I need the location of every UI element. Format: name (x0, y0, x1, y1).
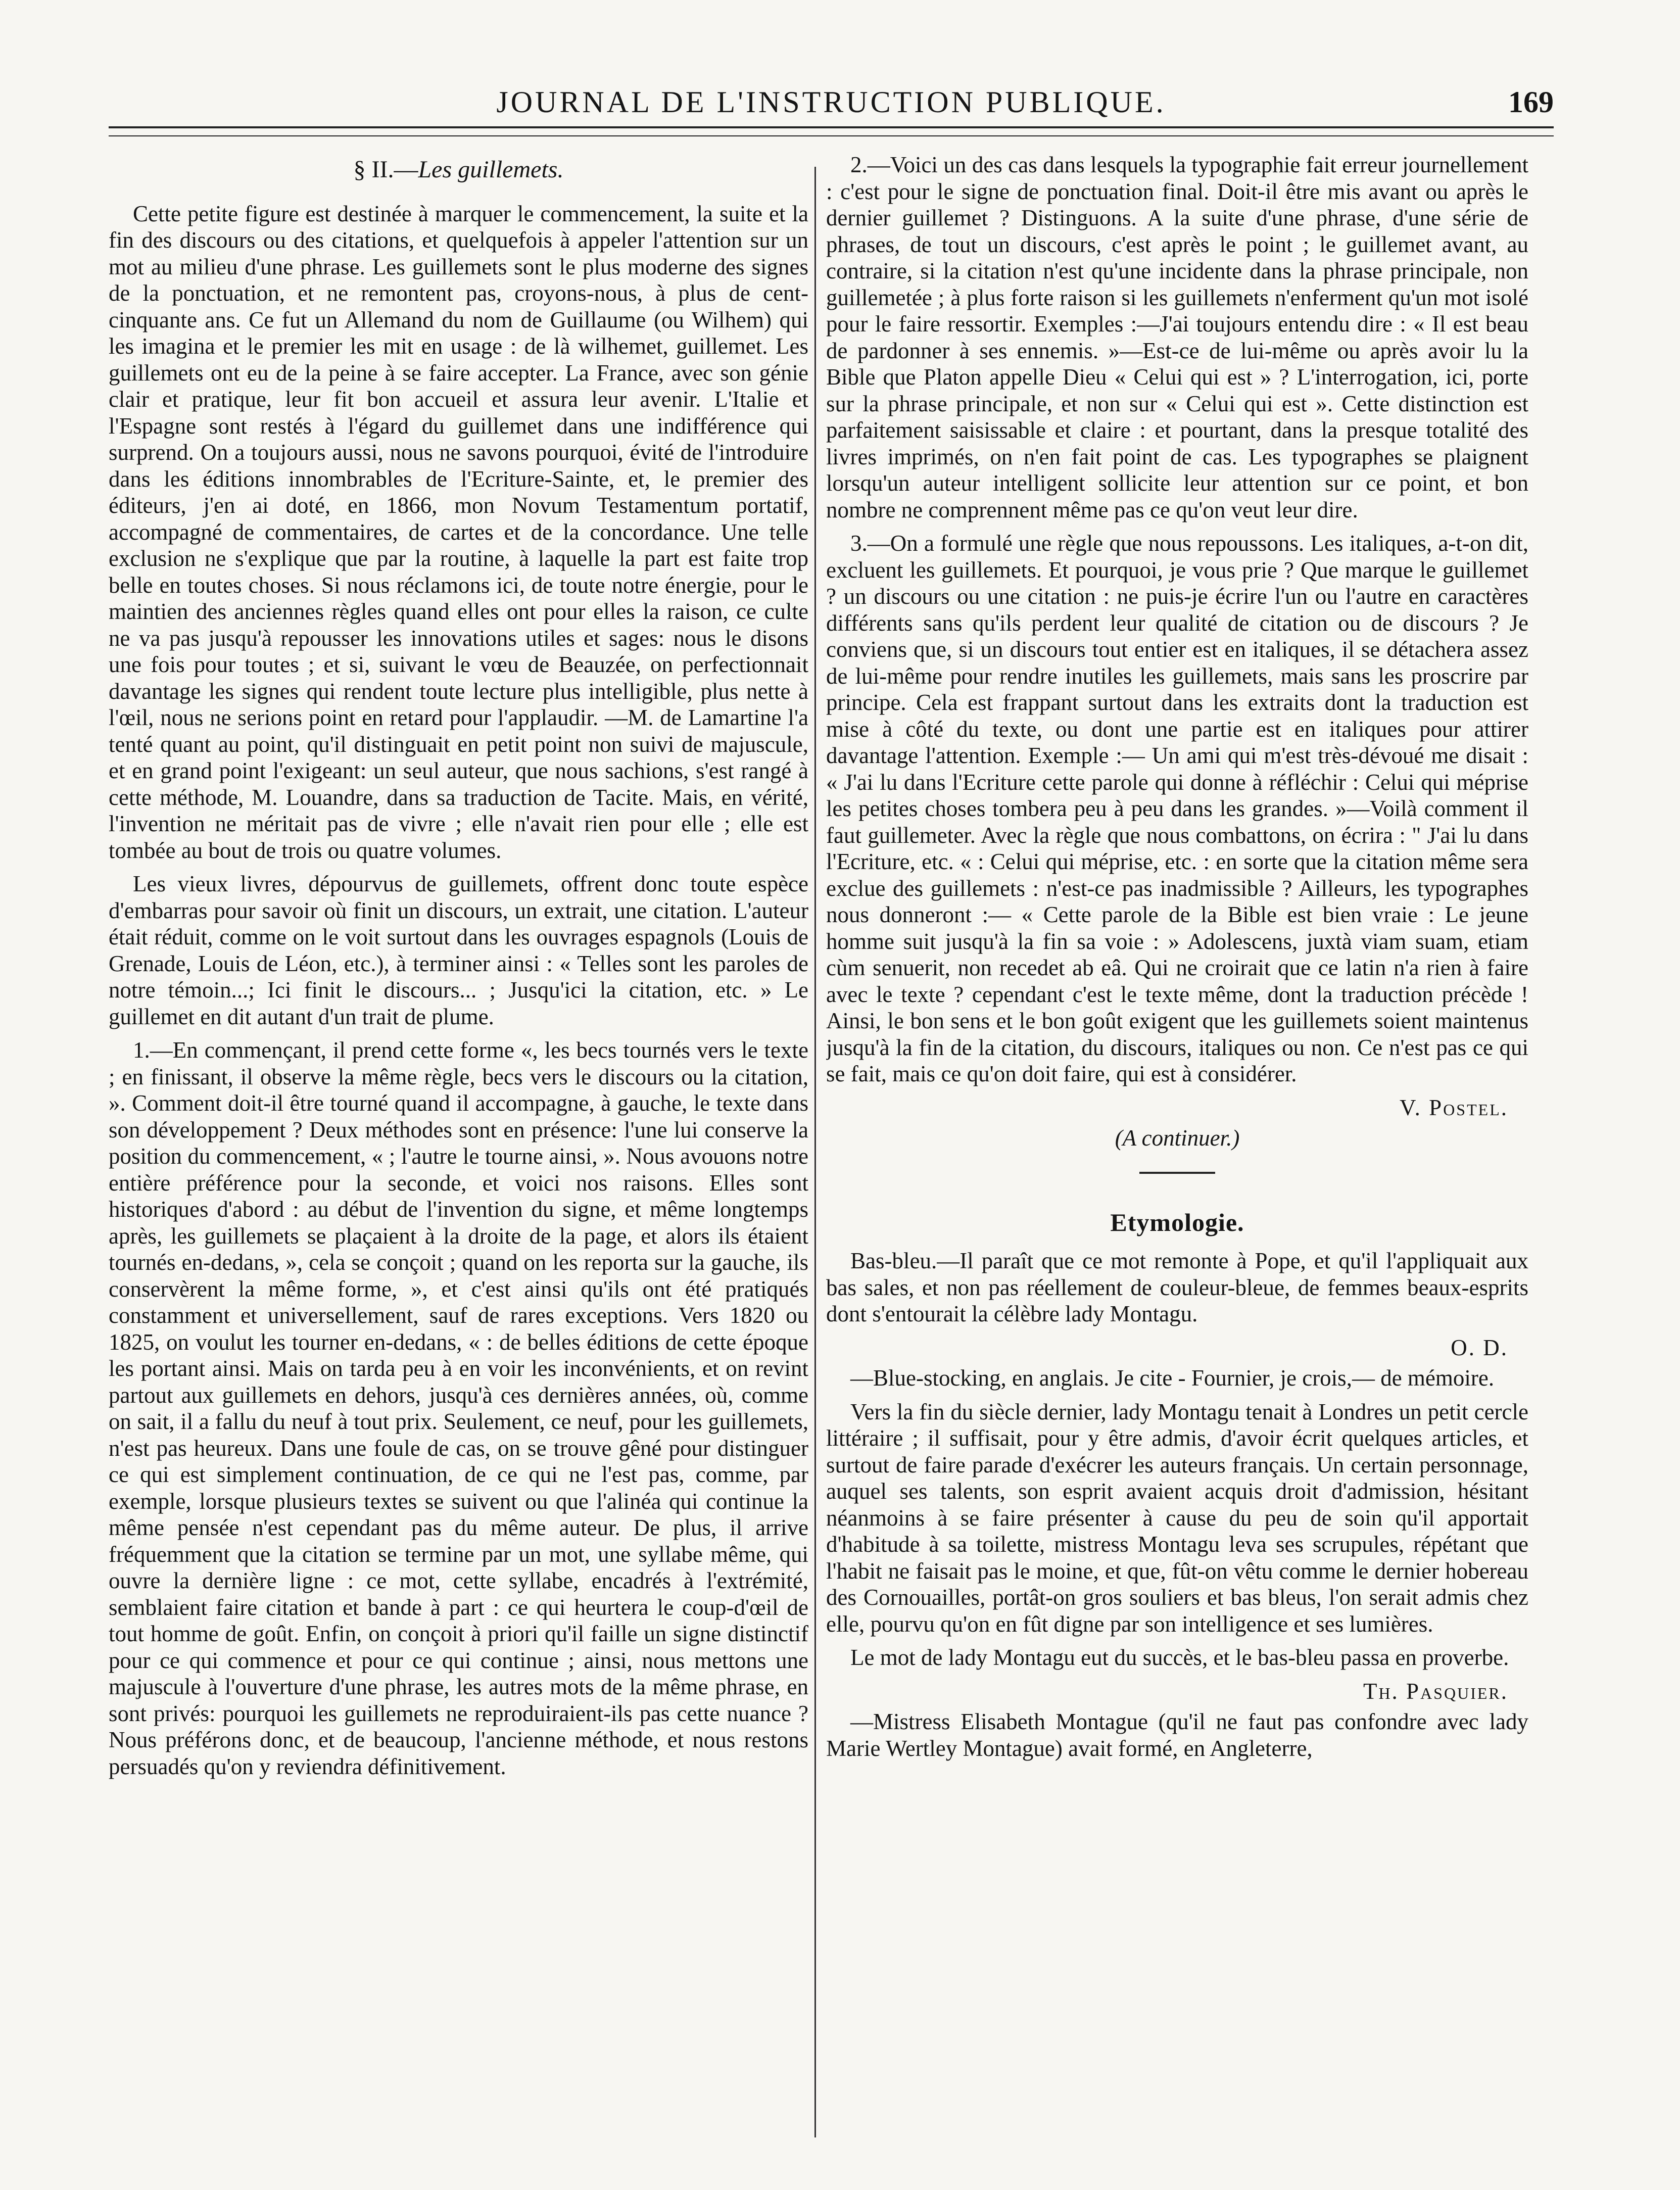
signature-pasquier: Th. Pasquier. (1363, 1678, 1508, 1704)
paragraph: Vers la fin du siècle dernier, lady Montagu tenait à Londres un petit cercle littéraire ; il suffisait, pour y être admis, d'avoir écrit quelques articles, et surtout de faire parade d'exécrer les auteurs français. Un certain personnage, auquel ses talents, son esprit avaient acquis droit d'admission, hésitant néanmoins à se faire présenter à cause du peu de soin qu'il apportait d'habitude à sa toilette, mistress Montagu leva ses scrupules, répétant que l'habit ne faisait pas le moine, et que, fût-on vêtu comme le dernier hobereau des Cornouailles, portât-on gros souliers et bas bleus, l'on serait admis chez elle, pourvu qu'on en fût digne par son intelligence et ses lumières. (826, 1399, 1528, 1637)
paragraph: 3.—On a formulé une règle que nous repoussons. Les italiques, a-t-on dit, excluent les guillemets. Et pourquoi, je vous prie ? Que marque le guillemet ? un discours ou une citation : ne puis-je écrire l'un ou l'autre en caractères différents sans qu'ils perdent leur qualité de citation ou de discours ? Je conviens que, si un discours tout entier est en italiques, il se détachera assez de lui-même pour rendre inutiles les guillemets, mais sans les proscrire par principe. Cela est frappant surtout dans les extraits dont la traduction est mise à côté du texte, ou dont une partie est en italiques pour attirer davantage l'attention. Exemple :— Un ami qui m'est très-dévoué me disait : « J'ai lu dans l'Ecriture cette parole qui donne à réfléchir : Celui qui méprise les petites choses tombera peu à peu dans les grandes. »—Voilà comment il faut guillemeter. Avec la règle que nous combattons, on écrira : " J'ai lu dans l'Ecriture, etc. « : Celui qui méprise, etc. : en sorte que la citation même sera exclue des guillemets : n'est-ce pas inadmissible ? Ailleurs, les typographes nous donneront :— « Cette parole de la Bible est bien vraie : Le jeune homme suit jusqu'à la fin sa voie : » Adolescens, juxtà viam suam, etiam cùm senuerit, non recedet ab eâ. Qui ne croirait que ce latin n'a rien à faire avec le texte ? cependant c'est le texte même, dont la traduction précède ! Ainsi, le bon sens et le bon goût exigent que les guillemets soient maintenus jusqu'à la fin de la citation, du discours, italiques ou non. Ce n'est pas ce qui se fait, mais ce qu'on doit faire, qui est à considérer. (826, 531, 1528, 1086)
right-column (826, 152, 1528, 2132)
paragraph: —Mistress Elisabeth Montague (qu'il ne faut pas confondre avec lady Marie Wertley Montague) avait formé, en Angleterre, (826, 1709, 1528, 1761)
section-number: § II.— (353, 156, 418, 183)
paragraph: 1.—En commençant, il prend cette forme «, les becs tournés vers le texte ; en finissant, il observe la même règle, becs vers le discours ou la citation, ». Comment doit-il être tourné quand il accompagne, à gauche, le texte dans son développement ? Deux méthodes sont en présence: l'une lui conserve la position du commencement, « ; l'autre le tourne ainsi, ». Nous avouons notre entière préférence pour la seconde, et voici nos raisons. Elles sont historiques d'abord : au début de l'invention du signe, et même longtemps après, les guillemets se plaçaient à la droite de la page, et alors ils étaient tournés en-dedans, », cela se conçoit ; quand on les reporta sur la gauche, ils conservèrent la même forme, », et c'est ainsi qu'ils ont été pratiqués constamment et universellement, sauf de rares exceptions. Vers 1820 ou 1825, on voulut les tourner en-dedans, « : de belles éditions de cette époque les portant ainsi. Mais on tarda peu à en voir les inconvénients, et on revint partout aux guillemets en dehors, jusqu'à ces dernières années, où, comme on sait, il a fallu du neuf à tout prix. Seulement, ce neuf, pour les guillemets, n'est pas heureux. Dans une foule de cas, on se trouve gêné pour distinguer ce qui est simplement continuation, de ce qui ne l'est pas, comme, par exemple, lorsque plusieurs textes se suivent ou que l'alinéa qui continue la même pensée n'est cependant pas du même auteur. De plus, il arrive fréquemment que la citation se termine par un mot, une syllabe même, qui ouvre la dernière ligne : ce mot, cette syllabe, encadrés à l'extrémité, semblaient faire citation et bande à part : ce qui heurtera le coup-d'œil de tout homme de goût. Enfin, on conçoit à priori qu'il faille un signe distinctif pour ce qui commence et pour ce qui continue ; ainsi, nous mettons une majuscule à l'ouverture d'une phrase, les autres mots de la même phrase, en sont privés: pourquoi les guillemets ne reproduiraient-ils pas cette nuance ? Nous préférons donc, et de beaucoup, l'ancienne méthode, et nous restons persuadés qu'on y reviendra définitivement. (109, 1037, 808, 1779)
paragraph: Bas-bleu.—Il paraît que ce mot remonte à Pope, et qu'il l'appliquait aux bas sales, et non pas réellement de couleur-bleue, de femmes beaux-esprits dont s'entourait la célèbre lady Montagu. (826, 1248, 1528, 1326)
etymology-heading: Etymologie. (1110, 1208, 1244, 1236)
section-separator (1139, 1172, 1215, 1174)
paragraph: —Blue-stocking, en anglais. Je cite - Fournier, je crois,— de mémoire. (850, 1365, 1495, 1391)
signature-postel: V. Postel. (1399, 1094, 1508, 1120)
paragraph: Cette petite figure est destinée à marquer le commencement, la suite et la fin des discours ou des citations, et quelquefois à appeler l'attention sur un mot au milieu d'une phrase. Les guillemets sont le plus moderne des signes de la ponctuation, et ne remontent pas, croyons-nous, à plus de cent-cinquante ans. Ce fut un Allemand du nom de Guillaume (ou Wilhem) qui les imagina et le premier les mit en usage : de là wilhemet, guillemet. Les guillemets ont eu de la peine à se faire accepter. La France, avec son génie clair et pratique, leur fit bon accueil et assura leur avenir. L'Italie et l'Espagne sont restés à l'égard du guillemet dans une indifférence qui surprend. On a toujours aussi, nous ne savons pourquoi, évité de l'introduire dans les éditions innombrables de l'Ecriture-Sainte, et, le premier des éditeurs, j'en ai doté, en 1866, mon Novum Testamentum portatif, accompagné de commentaires, de cartes et de la concordance. Une telle exclusion ne s'explique que par la routine, à laquelle la part est faite trop belle en toutes choses. Si nous réclamons ici, de toute notre énergie, pour le maintien des anciennes règles quand elles ont pour elles la raison, ce culte ne va pas jusqu'à repousser les innovations utiles et sages: nous le disons une fois pour toutes ; et si, suivant le vœu de Beauzée, on perfectionnait davantage les signes qui rendent toute lecture plus intelligible, plus nette à l'œil, nous ne serions point en retard pour l'applaudir. —M. de Lamartine l'a tenté quant au point, qu'il distinguait en petit point non suivi de majuscule, et en grand point l'exigeant: un seul auteur, que nous sachions, s'est rangé à cette méthode, M. Louandre, dans sa traduction de Tacite. Mais, en vérité, l'invention ne méritait pas de vivre ; elle n'avait rien pour elle ; elle est tombée au bout de trois ou quatre volumes. (109, 201, 808, 863)
left-column (109, 152, 808, 2132)
paragraph: Le mot de lady Montagu eut du succès, et le bas-bleu passa en proverbe. (850, 1645, 1509, 1670)
paragraph: Les vieux livres, dépourvus de guillemets, offrent donc toute espèce d'embarras pour savoir où finit un discours, un extrait, une citation. L'auteur était réduit, comme on le voit surtout dans les ouvrages espagnols (Louis de Grenade, Louis de Léon, etc.), à terminer ainsi : « Telles sont les paroles de notre témoin...; Ici finit le discours... ; Jusqu'ici la citation, etc. » Le guillemet en dit autant d'un trait de plume. (109, 871, 808, 1029)
column-divider (814, 167, 816, 2137)
signature-od: O. D. (1451, 1335, 1508, 1360)
paragraph: 2.—Voici un des cas dans lesquels la typographie fait erreur journellement : c'est pour le signe de ponctuation final. Doit-il être mis avant ou après le dernier guillemet ? Distinguons. A la suite d'une phrase, d'une série de phrases, de tout un discours, c'est après le point ; le guillemet avant, au contraire, si la citation n'est qu'une incidente dans la phrase principale, non guillemetée ; à plus forte raison si les guillemets n'enferment qu'un mot isolé pour le faire ressortir. Exemples :—J'ai toujours entendu dire : « Il est beau de pardonner à ses ennemis. »—Est-ce de lui-même ou après avoir lu la Bible que Platon appelle Dieu « Celui qui est » ? L'interrogation, ici, porte sur la phrase principale, et non sur « Celui qui est ». Cette distinction est parfaitement saisissable et claire : et pourtant, dans la presque totalité des livres imprimés, on n'en fait point de cas. Les typographes se plaignent lorsqu'un auteur intelligent sollicite leur attention sur ce point, et bon nombre ne comprennent même pas ce qu'on veut leur dire. (826, 152, 1528, 522)
running-title: JOURNAL DE L'INSTRUCTION PUBLIQUE. (496, 85, 1166, 119)
continuation-note: (A continuer.) (1115, 1125, 1240, 1151)
page-number: 169 (1508, 85, 1554, 119)
section-heading (109, 157, 808, 183)
section-title: Les guillemets. (418, 156, 564, 183)
header-double-rule (109, 126, 1554, 136)
